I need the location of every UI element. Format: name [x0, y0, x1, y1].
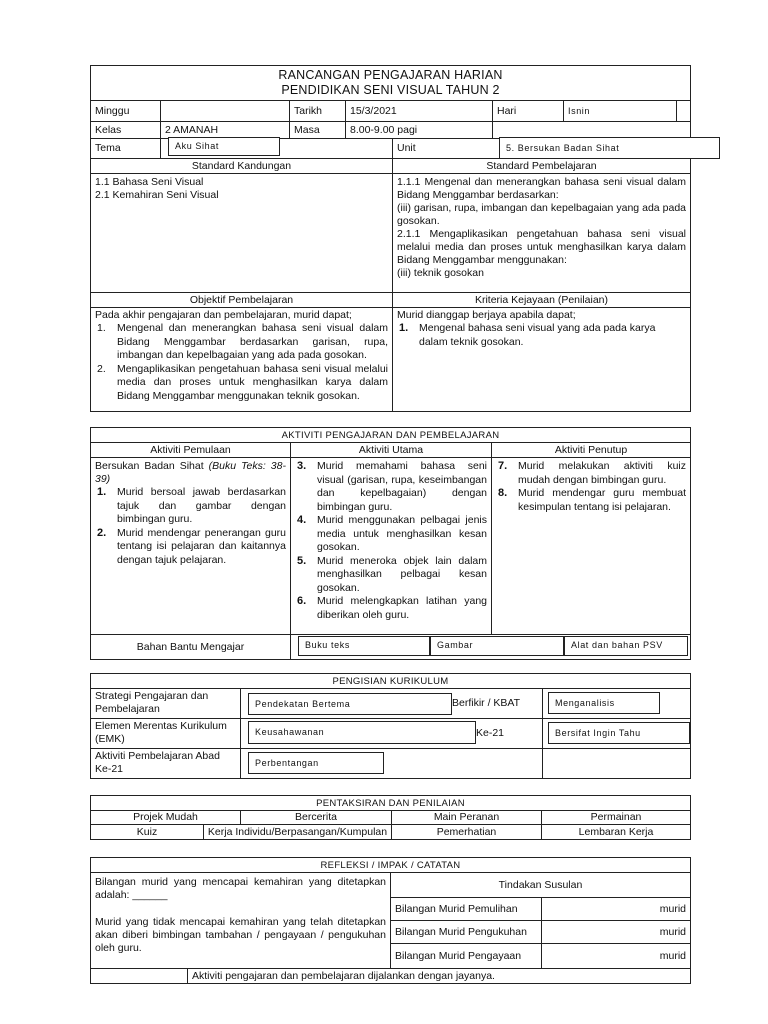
- pentaksiran-cell: Kuiz: [90, 824, 204, 840]
- refleksi-row-value: murid: [541, 920, 691, 944]
- unit-label: Unit: [392, 138, 500, 159]
- sp-line-1: 1.1.1 Mengenal dan menerangkan bahasa seni visual dalam Bidang Menggambar berdasarkan:: [397, 176, 686, 201]
- kriteria-header: Kriteria Kejayaan (Penilaian): [392, 292, 691, 308]
- refleksi-header: REFLEKSI / IMPAK / CATATAN: [90, 857, 691, 873]
- penutup-item: 8. Murid mendengar guru membuat kesimpulan tentang isi pelajaran.: [498, 487, 686, 513]
- pemulaan-item: 2. Murid mendengar penerangan guru tentang isi pelajaran dan kaitannya dengan tajuk pelajaran.: [97, 526, 286, 566]
- bbm-label: Bahan Bantu Mengajar: [90, 634, 291, 660]
- refleksi-row-value: murid: [541, 897, 691, 921]
- utama-item: 3. Murid memahami bahasa seni visual (garisan, rupa, keseimbangan dan kepelbagaian) dengan bimbingan guru.: [297, 460, 487, 513]
- utama-item: 4. Murid menggunakan pelbagai jenis media untuk menghasilkan kesan gosokan.: [297, 514, 487, 553]
- objektif-item: 1. Mengenal dan menerangkan bahasa seni visual dalam Bidang Menggambar berdasarkan garisan, rupa, imbangan dan kepelbagaian yang ada pada gosokan.: [97, 322, 388, 361]
- objektif-intro: Pada akhir pengajaran dan pembelajaran, murid dapat;: [95, 309, 352, 321]
- aktiviti-penutup-body: [491, 457, 691, 635]
- kelas-label: Kelas: [90, 121, 161, 139]
- ke21-label: Ke-21: [476, 727, 505, 739]
- kurikulum-row1-label: Strategi Pengajaran dan Pembelajaran: [90, 688, 241, 719]
- masa-label: Masa: [289, 121, 346, 139]
- kriteria-item: 1. Mengenal bahasa seni visual yang ada pada karya dalam teknik gosokan.: [399, 322, 656, 348]
- plan-subtitle: PENDIDIKAN SENI VISUAL TAHUN 2: [281, 83, 500, 97]
- pentaksiran-cell: Permainan: [541, 810, 691, 825]
- hari-value: Isnin: [563, 100, 677, 122]
- minggu-value: [160, 100, 290, 122]
- abad21-value: Perbentangan: [248, 752, 384, 774]
- masa-value: 8.00-9.00 pagi: [345, 121, 493, 139]
- pentaksiran-header: PENTAKSIRAN DAN PENILAIAN: [90, 795, 691, 811]
- kbat-value: Menganalisis: [548, 692, 660, 714]
- kriteria-intro: Murid dianggap berjaya apabila dapat;: [397, 309, 576, 321]
- pemulaan-item: 1. Murid bersoal jawab berdasarkan tajuk dan gambar dengan bimbingan guru.: [97, 486, 286, 525]
- pentaksiran-cell: Kerja Individu/Berpasangan/Kumpulan: [203, 824, 392, 840]
- refleksi-row-label: Bilangan Murid Pemulihan: [390, 897, 542, 921]
- aktiviti-utama-body: [290, 457, 492, 635]
- tema-value: Aku Sihat: [168, 137, 280, 156]
- kelas-value: 2 AMANAH: [160, 121, 290, 139]
- refleksi-row-label: Bilangan Murid Pengayaan: [390, 943, 542, 969]
- sk-line-2: 2.1 Kemahiran Seni Visual: [95, 189, 219, 201]
- pentaksiran-cell: Pemerhatian: [391, 824, 542, 840]
- plan-title: RANCANGAN PENGAJARAN HARIAN: [278, 68, 503, 82]
- aktiviti-penutup-header: Aktiviti Penutup: [491, 442, 691, 458]
- refleksi-footer: Aktiviti pengajaran dan pembelajaran dijalankan dengan jayanya.: [187, 968, 691, 984]
- refleksi-footer-left: [90, 968, 188, 984]
- aktiviti-utama-header: Aktiviti Utama: [290, 442, 492, 458]
- hari-extra-cell: [676, 100, 691, 122]
- sp-line-2: (iii) garisan, rupa, imbangan dan kepelbagaian yang ada pada gosokan.: [397, 202, 686, 227]
- utama-item: 6. Murid melengkapkan latihan yang diberikan oleh guru.: [297, 595, 487, 621]
- plan-title-box: [90, 65, 691, 101]
- pentaksiran-cell: Main Peranan: [391, 810, 542, 825]
- tema-label: Tema: [90, 138, 161, 159]
- tarikh-value: 15/3/2021: [345, 100, 493, 122]
- kurikulum-row3-right: [542, 748, 691, 779]
- pentaksiran-cell: Projek Mudah: [90, 810, 241, 825]
- sp-line-3: 2.1.1 Mengaplikasikan pengetahuan bahasa seni visual melalui media dan proses untuk menghasilkan karya dalam Bidang Menggambar menggunakan:: [397, 228, 686, 266]
- hari-label: Hari: [492, 100, 564, 122]
- standard-pembelajaran-header: Standard Pembelajaran: [392, 158, 691, 174]
- kurikulum-row3-label: Aktiviti Pembelajaran Abad Ke-21: [90, 748, 241, 779]
- emk-value: Keusahawanan: [248, 721, 476, 744]
- aktiviti-pemulaan-header: Aktiviti Pemulaan: [90, 442, 291, 458]
- pemulaan-intro: Bersukan Badan Sihat (Buku Teks: 38-39): [95, 460, 286, 485]
- emk-right-value: Bersifat Ingin Tahu: [548, 722, 690, 744]
- objektif-body: [90, 307, 393, 412]
- pentaksiran-cell: Lembaran Kerja: [541, 824, 691, 840]
- sp-line-4: (iii) teknik gosokan: [397, 267, 484, 279]
- bbm-item-buku-teks: Buku teks: [298, 636, 430, 656]
- standard-kandungan-body: [90, 173, 393, 293]
- refleksi-text-2: Murid yang tidak mencapai kemahiran yang telah ditetapkan akan diberi bimbingan tambahan / pengayaan / pengukuhan oleh guru.: [95, 916, 386, 954]
- objektif-item: 2. Mengaplikasikan pengetahuan bahasa seni visual melalui media dan proses untuk menghasilkan karya dalam Bidang Menggambar menggunakan teknik gosokan.: [97, 362, 388, 402]
- refleksi-row-label: Bilangan Murid Pengukuhan: [390, 920, 542, 944]
- refleksi-row-value: murid: [541, 943, 691, 969]
- tarikh-label: Tarikh: [289, 100, 346, 122]
- bbm-item-gambar: Gambar: [430, 636, 564, 656]
- sk-line-1: 1.1 Bahasa Seni Visual: [95, 176, 204, 188]
- minggu-label: Minggu: [90, 100, 161, 122]
- utama-item: 5. Murid meneroka objek lain dalam menghasilkan pelbagai kesan gosokan.: [297, 554, 487, 594]
- aktiviti-header: AKTIVITI PENGAJARAN DAN PEMBELAJARAN: [90, 427, 691, 443]
- strategi-value: Pendekatan Bertema: [248, 693, 452, 715]
- aktiviti-pemulaan-body: [90, 457, 291, 635]
- standard-pembelajaran-body: [392, 173, 691, 293]
- standard-kandungan-header: Standard Kandungan: [90, 158, 393, 174]
- kurikulum-row2-label: Elemen Merentas Kurikulum (EMK): [90, 718, 241, 749]
- unit-value: 5. Bersukan Badan Sihat: [499, 137, 720, 159]
- tindakan-susulan-header: Tindakan Susulan: [390, 872, 691, 898]
- kriteria-body: [392, 307, 691, 412]
- kbat-label: Berfikir / KBAT: [452, 697, 521, 709]
- objektif-header: Objektif Pembelajaran: [90, 292, 393, 308]
- kurikulum-header: PENGISIAN KURIKULUM: [90, 673, 691, 689]
- refleksi-text-1: Bilangan murid yang mencapai kemahiran yang ditetapkan adalah: ______: [95, 876, 386, 901]
- pentaksiran-cell: Bercerita: [240, 810, 392, 825]
- refleksi-left: [90, 872, 391, 969]
- penutup-item: 7. Murid melakukan aktiviti kuiz mudah dengan bimbingan guru.: [498, 460, 686, 486]
- bbm-item-alat-bahan: Alat dan bahan PSV: [564, 636, 688, 656]
